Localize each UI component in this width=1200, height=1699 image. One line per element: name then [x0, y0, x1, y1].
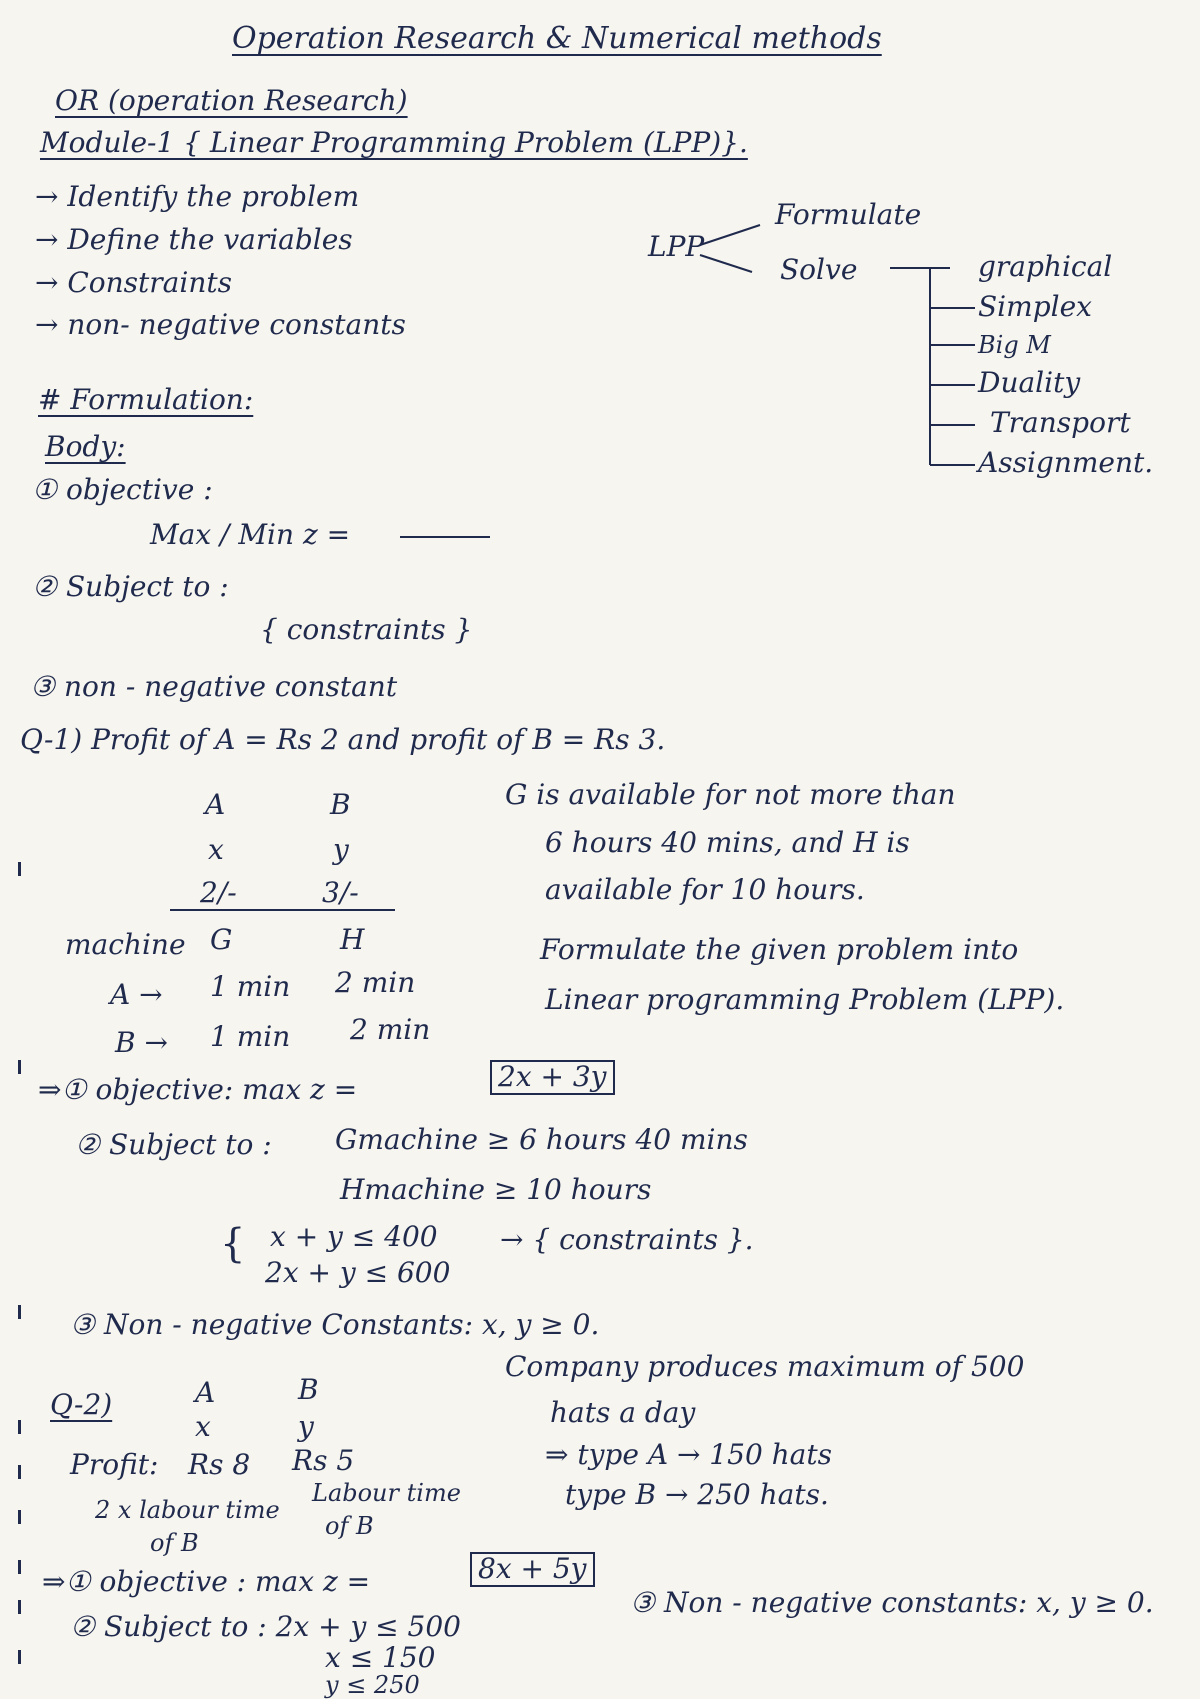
constraints-label: { constraints } — [260, 613, 473, 646]
q1-col-b: B — [330, 788, 351, 821]
q1-objective-label: ⇒① objective: max z = — [38, 1073, 358, 1106]
q2-col-a: A — [195, 1376, 216, 1409]
q1-machine-g: G — [210, 923, 233, 956]
q2-profit-label: Profit: — [70, 1448, 159, 1481]
q2-desc-1: Company produces maximum of 500 — [505, 1350, 1025, 1383]
formulate-node: Formulate — [775, 198, 922, 231]
q2-labour-a-of: of B — [150, 1529, 199, 1557]
q2-var-x: x — [195, 1410, 211, 1443]
q2-col-b: B — [298, 1373, 319, 1406]
q1-profit-a: 2/- — [200, 876, 237, 909]
q1-subject-label: ② Subject to : — [75, 1128, 272, 1161]
method-item: Big M — [978, 331, 1051, 359]
q1-machine-h: H — [340, 923, 365, 956]
q1-desc-line: Formulate the given problem into — [540, 933, 1019, 966]
q1-row-b-g: 1 min — [210, 1020, 291, 1053]
q1-row-a-h: 2 min — [335, 966, 416, 999]
q2-objective-label: ⇒① objective : max z = — [42, 1565, 371, 1598]
q1-nonneg: ③ Non - negative Constants: x, y ≥ 0. — [70, 1308, 600, 1341]
method-item: Transport — [990, 406, 1131, 439]
q1-constraint-2: 2x + y ≤ 600 — [265, 1256, 451, 1289]
q2-constraint-3: y ≤ 250 — [325, 1671, 420, 1699]
q1-row-b-label: B → — [115, 1026, 168, 1059]
q2-objective-box: 8x + 5y — [470, 1552, 595, 1587]
nonneg-label: ③ non - negative constant — [30, 670, 398, 703]
q1-col-a: A — [205, 788, 226, 821]
body-label: Body: — [45, 430, 126, 463]
q2-profit-b: Rs 5 — [292, 1444, 355, 1477]
q2-labour-b: Labour time — [312, 1479, 461, 1507]
lpp-root: LPP — [648, 230, 705, 263]
q1-row-a-label: A → — [110, 978, 163, 1011]
q1-constraint-1: x + y ≤ 400 — [270, 1220, 438, 1253]
step-item: → non- negative constants — [35, 308, 406, 341]
q1-machine-label: machine — [65, 928, 186, 961]
q2-labour-a: 2 x labour time — [95, 1496, 280, 1524]
q1-row-a-g: 1 min — [210, 970, 291, 1003]
q2-type-a: ⇒ type A → 150 hats — [545, 1438, 832, 1471]
q1-desc-line: Linear programming Problem (LPP). — [545, 983, 1065, 1016]
objective-expr: Max / Min z = — [150, 518, 351, 551]
q2-profit-a: Rs 8 — [188, 1448, 251, 1481]
q1-var-y: y — [333, 833, 349, 866]
q2-label: Q-2) — [50, 1388, 113, 1421]
q2-nonneg: ③ Non - negative constants: x, y ≥ 0. — [630, 1586, 1154, 1619]
or-heading: OR (operation Research) — [55, 84, 408, 117]
q1-constraints-note: → { constraints }. — [500, 1223, 754, 1256]
q2-subject: ② Subject to : 2x + y ≤ 500 — [70, 1610, 461, 1643]
q1-statement: Q-1) Profit of A = Rs 2 and profit of B = Rs 3. — [20, 723, 666, 756]
q2-desc-2: hats a day — [550, 1396, 696, 1429]
method-item: graphical — [978, 250, 1113, 283]
page-title: Operation Research & Numerical methods — [232, 21, 882, 56]
method-item: Duality — [978, 366, 1081, 399]
subject-label: ② Subject to : — [32, 570, 229, 603]
step-item: → Constraints — [35, 266, 232, 299]
method-item: Simplex — [978, 290, 1092, 323]
q1-var-x: x — [208, 833, 224, 866]
q1-g-constraint: Gmachine ≥ 6 hours 40 mins — [335, 1123, 748, 1156]
q2-labour-b-of: of B — [325, 1512, 374, 1540]
step-item: → Define the variables — [35, 223, 353, 256]
q2-constraint-2: x ≤ 150 — [325, 1641, 436, 1674]
module-heading: Module-1 { Linear Programming Problem (LPP)}. — [40, 126, 748, 159]
q1-brace: { — [220, 1221, 246, 1267]
q2-type-b: type B → 250 hats. — [565, 1478, 829, 1511]
q2-var-y: y — [298, 1410, 314, 1443]
q1-objective-box: 2x + 3y — [490, 1060, 615, 1095]
q1-row-b-h: 2 min — [350, 1013, 431, 1046]
q1-desc-line: G is available for not more than — [505, 778, 956, 811]
method-item: Assignment. — [978, 446, 1154, 479]
q1-h-constraint: Hmachine ≥ 10 hours — [340, 1173, 652, 1206]
solve-node: Solve — [780, 253, 858, 286]
objective-label: ① objective : — [32, 473, 213, 506]
q1-desc-line: 6 hours 40 mins, and H is — [545, 826, 910, 859]
q1-desc-line: available for 10 hours. — [545, 873, 865, 906]
formulation-heading: # Formulation: — [38, 383, 254, 416]
q1-profit-b: 3/- — [322, 876, 359, 909]
step-item: → Identify the problem — [35, 180, 360, 213]
